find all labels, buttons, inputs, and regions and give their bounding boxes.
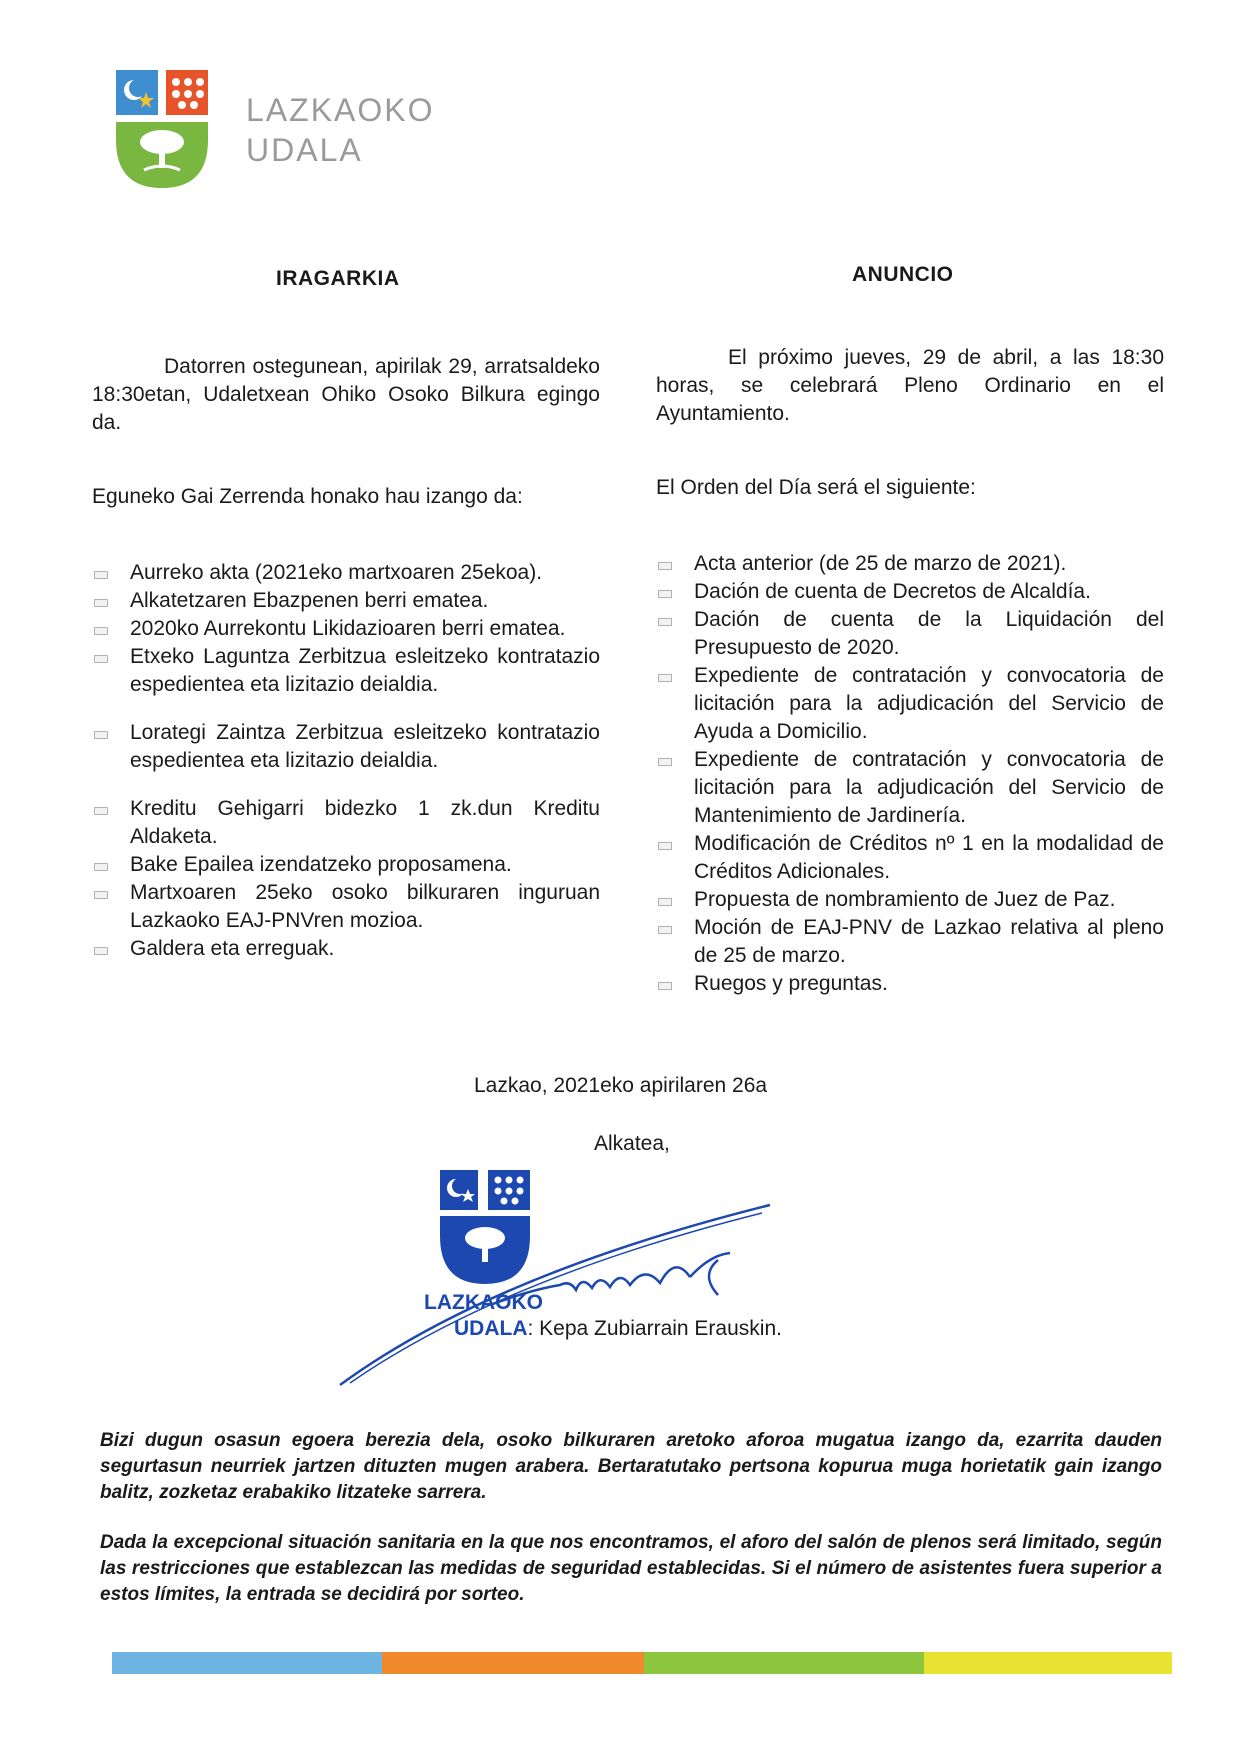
list-item: Galdera eta erreguak.	[92, 935, 600, 963]
place-date: Lazkao, 2021eko apirilaren 26a	[474, 1074, 768, 1097]
list-item: Martxoaren 25eko osoko bilkuraren inguruan Lazkaoko EAJ-PNVren mozioa.	[92, 879, 600, 935]
municipal-logo	[116, 70, 226, 192]
logo-line1: LAZKAOKO	[246, 92, 435, 128]
bullet-icon	[658, 842, 672, 850]
list-item: Expediente de contratación y convocatoria de licitación para la adjudicación del Servicio de Ayuda a Domicilio.	[656, 662, 1164, 746]
bullet-icon	[94, 627, 108, 635]
bullet-icon	[658, 898, 672, 906]
list-item: Aurreko akta (2021eko martxoaren 25ekoa).	[92, 559, 600, 587]
bullet-icon	[658, 758, 672, 766]
bullet-icon	[94, 891, 108, 899]
signer-name: : Kepa Zubiarrain Erauskin.	[527, 1317, 782, 1340]
bullet-icon	[94, 599, 108, 607]
basque-intro: Datorren ostegunean, apirilak 29, arratsaldeko 18:30etan, Udaletxean Ohiko Osoko Bilkura egingo da.	[92, 355, 600, 434]
bullet-icon	[658, 926, 672, 934]
logo-line2: UDALA	[246, 132, 363, 168]
list-item: Ruegos y preguntas.	[656, 970, 1164, 998]
list-item: 2020ko Aurrekontu Likidazioaren berri ematea.	[92, 615, 600, 643]
list-item: Expediente de contratación y convocatoria de licitación para la adjudicación del Servicio de Mantenimiento de Jardinería.	[656, 746, 1164, 830]
bullet-icon	[94, 863, 108, 871]
basque-agenda-list	[92, 559, 600, 963]
logo-text	[246, 90, 435, 170]
bullet-icon	[94, 571, 108, 579]
list-item: Kreditu Gehigarri bidezko 1 zk.dun Kreditu Aldaketa.	[92, 795, 600, 851]
basque-title: IRAGARKIA	[276, 267, 400, 290]
list-item: Lorategi Zaintza Zerbitzua esleitzeko kontratazio espedientea eta lizitazio deialdia.	[92, 719, 600, 775]
spanish-column	[656, 344, 1164, 998]
bullet-icon	[94, 807, 108, 815]
list-item: Bake Epailea izendatzeko proposamena.	[92, 851, 600, 879]
bullet-icon	[658, 618, 672, 626]
footer-bar-orange	[382, 1652, 644, 1674]
handwritten-signature	[330, 1195, 790, 1395]
footer-bar-green	[644, 1652, 924, 1674]
bullet-icon	[94, 731, 108, 739]
list-item: Propuesta de nombramiento de Juez de Paz.	[656, 886, 1164, 914]
list-item: Modificación de Créditos nº 1 en la modalidad de Créditos Adicionales.	[656, 830, 1164, 886]
notice-basque: Bizi dugun osasun egoera berezia dela, osoko bilkuraren aretoko aforoa mugatua izango da, ezarrita dauden segurtasun neurriek jartzen dituzten mugen arabera. Bertaratutako pertsona kopurua muga horietatik gain izango balitz, zozketaz erabakiko litzateke sarrera.	[100, 1430, 1162, 1503]
bullet-icon	[658, 674, 672, 682]
list-item: Alkatetzaren Ebazpenen berri ematea.	[92, 587, 600, 615]
basque-agenda-intro: Eguneko Gai Zerrenda honako hau izango da:	[92, 485, 523, 508]
list-item: Etxeko Laguntza Zerbitzua esleitzeko kontratazio espedientea eta lizitazio deialdia.	[92, 643, 600, 699]
footer-bar-blue	[112, 1652, 382, 1674]
list-item: Moción de EAJ-PNV de Lazkao relativa al pleno de 25 de marzo.	[656, 914, 1164, 970]
footer-bar-yellow	[924, 1652, 1172, 1674]
bullet-icon	[658, 590, 672, 598]
spanish-intro: El próximo jueves, 29 de abril, a las 18:30 horas, se celebrará Pleno Ordinario en el Ayuntamiento.	[656, 346, 1164, 425]
spanish-agenda-list	[656, 550, 1164, 998]
spanish-title: ANUNCIO	[852, 263, 954, 286]
bullet-icon	[658, 982, 672, 990]
mayor-role: Alkatea,	[594, 1132, 670, 1155]
basque-column	[92, 353, 600, 963]
seal-line1: LAZKAOKO	[424, 1291, 543, 1314]
bullet-icon	[94, 947, 108, 955]
bullet-icon	[658, 562, 672, 570]
list-item: Dación de cuenta de Decretos de Alcaldía.	[656, 578, 1164, 606]
spanish-agenda-intro: El Orden del Día será el siguiente:	[656, 476, 976, 499]
list-item: Dación de cuenta de la Liquidación del Presupuesto de 2020.	[656, 606, 1164, 662]
list-item: Acta anterior (de 25 de marzo de 2021).	[656, 550, 1164, 578]
bullet-icon	[94, 655, 108, 663]
seal-line2: UDALA	[454, 1317, 528, 1340]
notice-spanish: Dada la excepcional situación sanitaria en la que nos encontramos, el aforo del salón de plenos será limitado, según las restricciones que establezcan las medidas de seguridad establecidas. Si el número de asistentes fuera superior a estos límites, la entrada se decidirá por sorteo.	[100, 1532, 1162, 1605]
